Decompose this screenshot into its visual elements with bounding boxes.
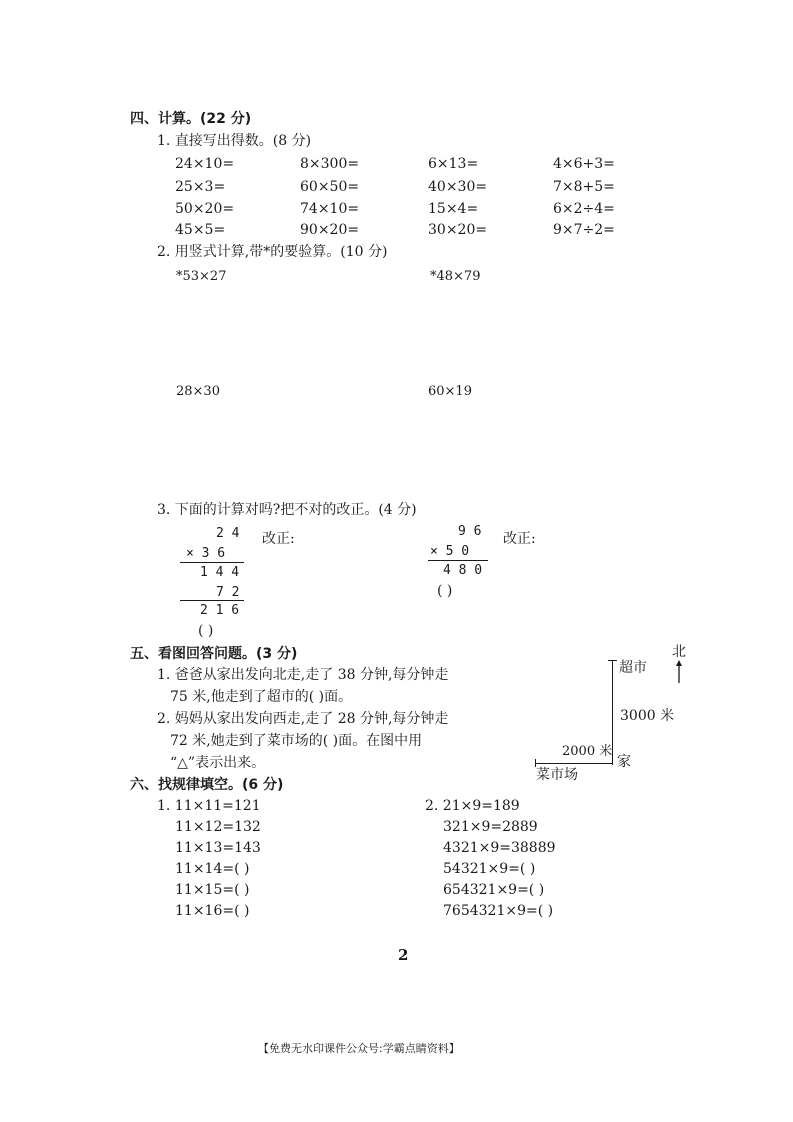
- fix-label: 改正:: [503, 531, 536, 547]
- vertical-calc-problem: *53×27: [176, 269, 227, 284]
- vertical-calc-problem: 60×19: [428, 384, 472, 399]
- calc-line: 1 4 4: [200, 565, 240, 580]
- pattern-line: 54321×9=( ): [443, 861, 536, 877]
- calc-item: 7×8+5=: [553, 179, 615, 195]
- question-text: 1. 爸爸从家出发向北走,走了 38 分钟,每分钟走: [157, 667, 449, 683]
- north-arrow-icon: [672, 660, 686, 684]
- north-label: 北: [672, 644, 686, 660]
- calc-line: × 3 6: [186, 546, 226, 561]
- market-label: 菜市场: [536, 767, 578, 783]
- footer-note: 【免费无水印课件公众号:学霸点睛资料】: [258, 1042, 460, 1055]
- supermarket-label: 超市: [619, 660, 647, 676]
- distance-label: 3000 米: [620, 708, 675, 724]
- calc-item: 9×7÷2=: [553, 222, 615, 238]
- calc-item: 60×50=: [300, 179, 360, 195]
- calc-rule: [180, 562, 244, 563]
- pattern-line: 654321×9=( ): [443, 882, 545, 898]
- pattern-line: 2. 21×9=189: [425, 798, 520, 814]
- pattern-line: 11×12=132: [175, 819, 261, 835]
- market-tick: [535, 759, 536, 767]
- pattern-line: 4321×9=38889: [443, 840, 556, 856]
- calc-line: 7 2: [216, 585, 240, 600]
- calc-line: × 5 0: [430, 544, 470, 559]
- pattern-line: 1. 11×11=121: [157, 798, 261, 814]
- calc-item: 90×20=: [300, 222, 360, 238]
- calc-line: 2 4: [216, 526, 240, 541]
- judge-paren: ( ): [437, 583, 453, 599]
- calc-item: 45×5=: [175, 222, 226, 238]
- calc-item: 24×10=: [175, 156, 235, 172]
- calc-line: 9 6: [458, 524, 482, 539]
- calc-item: 50×20=: [175, 201, 235, 217]
- judge-paren: ( ): [198, 623, 214, 639]
- calc-line: 4 8 0: [443, 563, 483, 578]
- west-road: [535, 763, 613, 764]
- vertical-calc-problem: *48×79: [430, 269, 481, 284]
- calc-item: 6×13=: [428, 156, 479, 172]
- supermarket-tick: [608, 660, 617, 661]
- calc-rule: [180, 600, 244, 601]
- question-text: 75 米,他走到了超市的( )面。: [170, 689, 353, 705]
- calc-item: 25×3=: [175, 179, 226, 195]
- calc-item: 4×6+3=: [553, 156, 615, 172]
- section4-title: 四、计算。(22 分): [130, 111, 252, 127]
- question-text: 72 米,她走到了菜市场的( )面。在图中用: [170, 733, 423, 749]
- pattern-line: 11×13=143: [175, 840, 261, 856]
- calc-item: 15×4=: [428, 201, 479, 217]
- question-text: “△”表示出来。: [170, 755, 266, 771]
- calc-rule: [428, 560, 488, 561]
- section5-title: 五、看图回答问题。(3 分): [130, 646, 298, 662]
- fix-label: 改正:: [262, 531, 295, 547]
- page-number: 2: [398, 946, 409, 964]
- pattern-line: 11×15=( ): [175, 882, 250, 898]
- vertical-calc-problem: 28×30: [176, 384, 220, 399]
- pattern-line: 11×14=( ): [175, 861, 250, 877]
- distance-label: 2000 米: [562, 744, 613, 759]
- q3-title: 3. 下面的计算对吗?把不对的改正。(4 分): [157, 502, 417, 518]
- pattern-line: 7654321×9=( ): [443, 903, 554, 919]
- q2-title: 2. 用竖式计算,带*的要验算。(10 分): [157, 244, 388, 260]
- calc-item: 40×30=: [428, 179, 488, 195]
- question-text: 2. 妈妈从家出发向西走,走了 28 分钟,每分钟走: [157, 711, 449, 727]
- calc-line: 2 1 6: [200, 603, 240, 618]
- section6-title: 六、找规律填空。(6 分): [130, 777, 284, 793]
- pattern-line: 321×9=2889: [443, 819, 538, 835]
- calc-item: 30×20=: [428, 222, 488, 238]
- calc-item: 8×300=: [300, 156, 360, 172]
- calc-item: 6×2÷4=: [553, 201, 615, 217]
- pattern-line: 11×16=( ): [175, 903, 250, 919]
- q1-title: 1. 直接写出得数。(8 分): [157, 133, 312, 149]
- calc-item: 74×10=: [300, 201, 360, 217]
- home-label: 家: [617, 754, 631, 770]
